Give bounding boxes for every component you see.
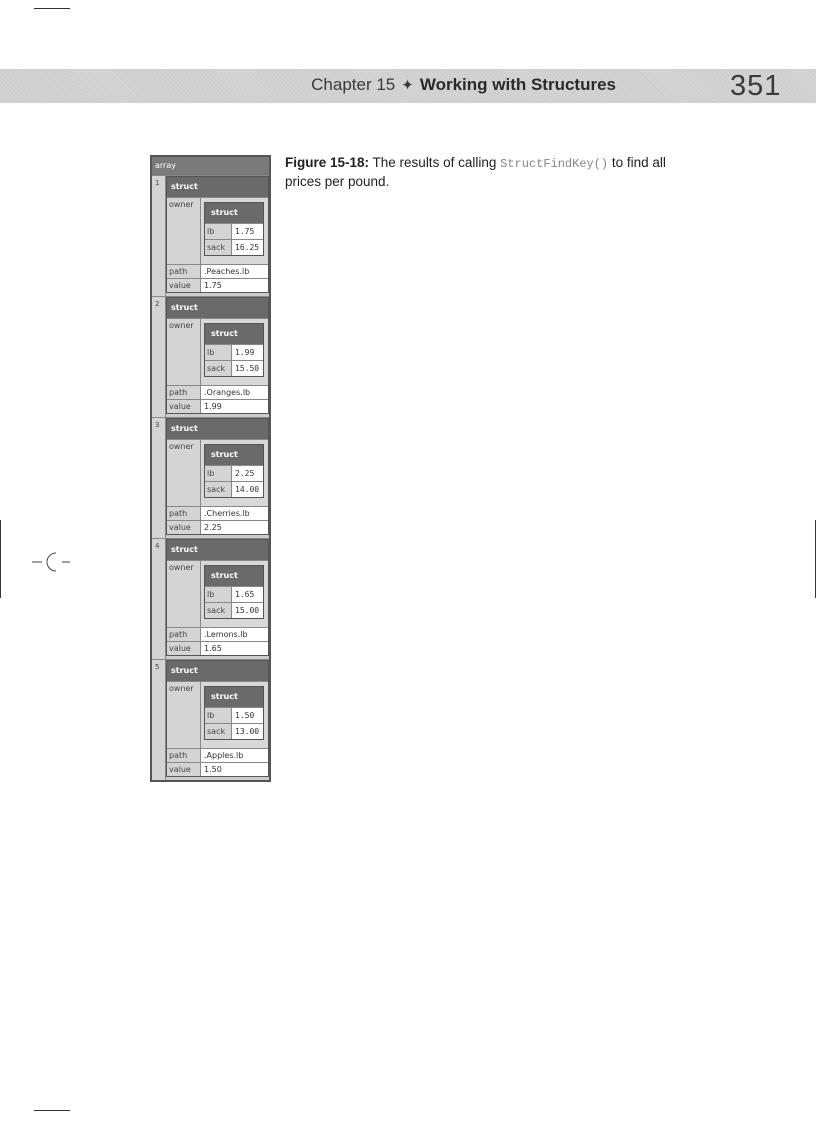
inner-struct	[204, 565, 264, 619]
struct-header: struct	[167, 298, 268, 318]
owner-row	[167, 318, 268, 385]
owner-key: owner	[167, 682, 201, 748]
value-value: 1.99	[201, 400, 268, 413]
path-key: path	[167, 507, 201, 520]
path-value: .Peaches.lb	[201, 265, 268, 278]
owner-row	[167, 439, 268, 506]
array-element	[152, 659, 269, 780]
path-key: path	[167, 628, 201, 641]
sack-value: 14.00	[232, 482, 263, 497]
owner-key: owner	[167, 319, 201, 385]
owner-row	[167, 681, 268, 748]
value-key: value	[167, 521, 201, 534]
array-element	[152, 296, 269, 417]
array-element	[152, 417, 269, 538]
sack-value: 15.50	[232, 361, 263, 376]
path-row	[167, 627, 268, 641]
owner-row	[167, 197, 268, 264]
inner-struct-header: struct	[205, 445, 263, 465]
sack-value: 16.25	[232, 240, 263, 255]
lb-value: 1.65	[232, 587, 263, 602]
struct-header: struct	[167, 419, 268, 439]
crop-mark-bottom	[34, 1110, 70, 1111]
array-elements	[152, 175, 269, 780]
sack-row	[205, 481, 263, 497]
lb-key: lb	[205, 587, 232, 602]
struct-block	[166, 297, 269, 414]
sack-row	[205, 239, 263, 255]
inner-struct	[204, 202, 264, 256]
value-value: 2.25	[201, 521, 268, 534]
sack-key: sack	[205, 482, 232, 497]
sack-key: sack	[205, 603, 232, 618]
value-value: 1.75	[201, 279, 268, 292]
figure-label: Figure 15-18:	[285, 155, 370, 170]
crop-mark-top	[34, 8, 70, 9]
lb-key: lb	[205, 466, 232, 481]
owner-key: owner	[167, 561, 201, 627]
array-header: array	[152, 157, 269, 175]
sack-row	[205, 602, 263, 618]
lb-row	[205, 586, 263, 602]
lb-value: 1.50	[232, 708, 263, 723]
path-key: path	[167, 386, 201, 399]
chapter-number: Chapter 15	[311, 75, 396, 94]
caption-text-after: to find all prices per pound.	[285, 155, 666, 189]
crop-mark-left	[0, 520, 1, 598]
sack-value: 15.00	[232, 603, 263, 618]
figure-caption	[285, 154, 675, 191]
path-value: .Cherries.lb	[201, 507, 268, 520]
element-index: 1	[152, 176, 166, 296]
element-index: 3	[152, 418, 166, 538]
inner-struct-header: struct	[205, 687, 263, 707]
inner-struct	[204, 323, 264, 377]
lb-key: lb	[205, 345, 232, 360]
caption-code: StructFindKey()	[500, 157, 609, 171]
registration-mark-icon	[30, 550, 74, 574]
lb-key: lb	[205, 224, 232, 239]
path-key: path	[167, 265, 201, 278]
caption-text-before: The results of calling	[369, 155, 501, 170]
lb-value: 2.25	[232, 466, 263, 481]
value-row	[167, 399, 268, 413]
owner-value	[201, 682, 268, 748]
owner-value	[201, 440, 268, 506]
struct-header: struct	[167, 540, 268, 560]
lb-key: lb	[205, 708, 232, 723]
value-key: value	[167, 642, 201, 655]
sack-key: sack	[205, 361, 232, 376]
path-value: .Lemons.lb	[201, 628, 268, 641]
sack-key: sack	[205, 240, 232, 255]
struct-block	[166, 660, 269, 777]
value-row	[167, 762, 268, 776]
lb-row	[205, 344, 263, 360]
struct-header: struct	[167, 177, 268, 197]
owner-key: owner	[167, 198, 201, 264]
path-row	[167, 748, 268, 762]
value-key: value	[167, 400, 201, 413]
inner-struct	[204, 444, 264, 498]
path-row	[167, 506, 268, 520]
value-key: value	[167, 763, 201, 776]
struct-block	[166, 539, 269, 656]
value-key: value	[167, 279, 201, 292]
path-value: .Apples.lb	[201, 749, 268, 762]
value-row	[167, 278, 268, 292]
element-index: 5	[152, 660, 166, 780]
lb-value: 1.99	[232, 345, 263, 360]
inner-struct-header: struct	[205, 203, 263, 223]
struct-header: struct	[167, 661, 268, 681]
inner-struct-header: struct	[205, 324, 263, 344]
sack-row	[205, 723, 263, 739]
element-index: 2	[152, 297, 166, 417]
lb-row	[205, 707, 263, 723]
path-key: path	[167, 749, 201, 762]
array-element	[152, 175, 269, 296]
value-row	[167, 520, 268, 534]
struct-block	[166, 176, 269, 293]
owner-value	[201, 319, 268, 385]
chapter-title: Working with Structures	[419, 75, 616, 94]
running-header	[311, 75, 616, 95]
lb-row	[205, 223, 263, 239]
inner-struct-header: struct	[205, 566, 263, 586]
array-element	[152, 538, 269, 659]
separator-icon: ✦	[401, 77, 414, 94]
array-dump	[150, 155, 271, 782]
value-value: 1.50	[201, 763, 268, 776]
owner-row	[167, 560, 268, 627]
value-value: 1.65	[201, 642, 268, 655]
owner-value	[201, 561, 268, 627]
owner-value	[201, 198, 268, 264]
path-row	[167, 264, 268, 278]
lb-value: 1.75	[232, 224, 263, 239]
struct-block	[166, 418, 269, 535]
inner-struct	[204, 686, 264, 740]
lb-row	[205, 465, 263, 481]
sack-key: sack	[205, 724, 232, 739]
page-number: 351	[730, 70, 782, 102]
path-value: .Oranges.lb	[201, 386, 268, 399]
element-index: 4	[152, 539, 166, 659]
path-row	[167, 385, 268, 399]
sack-row	[205, 360, 263, 376]
owner-key: owner	[167, 440, 201, 506]
value-row	[167, 641, 268, 655]
sack-value: 13.00	[232, 724, 263, 739]
